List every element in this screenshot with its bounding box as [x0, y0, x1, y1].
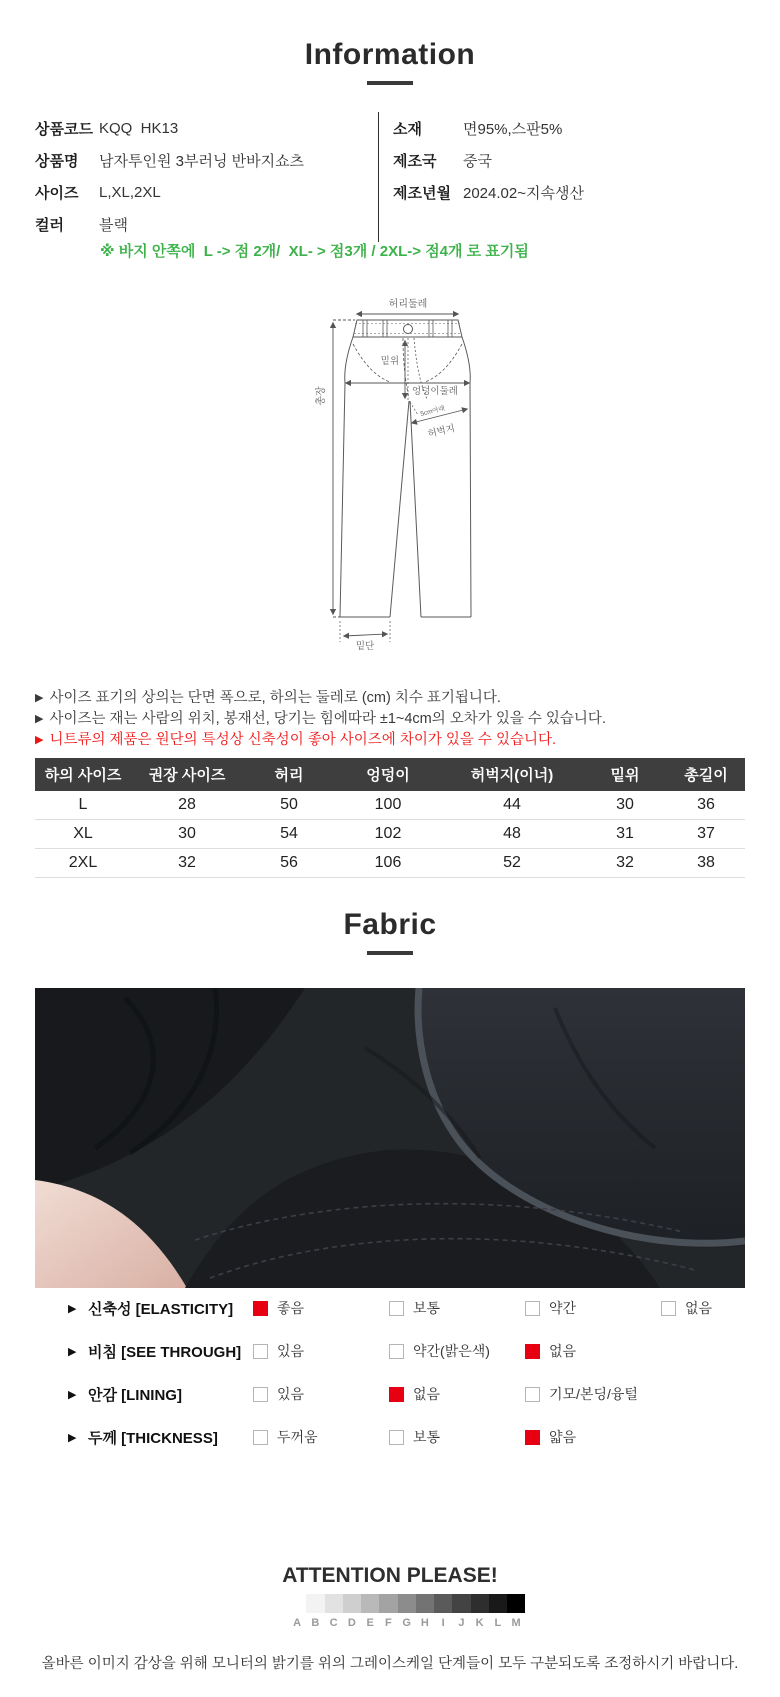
- fabric-option-label: 보통: [413, 1300, 441, 1316]
- fabric-property-label: 안감 [LINING]: [88, 1386, 182, 1404]
- info-row: [393, 144, 723, 176]
- size-table-row: [35, 820, 745, 849]
- fabric-option: [525, 1298, 661, 1318]
- information-title: Information: [304, 38, 476, 71]
- grayscale-swatch: [452, 1594, 470, 1613]
- fabric-property-row: [35, 1424, 745, 1450]
- checkbox-icon: [253, 1301, 268, 1316]
- size-table-cell: 32: [583, 849, 667, 878]
- size-table-header-cell: 엉덩이: [335, 758, 441, 791]
- size-notes: [35, 688, 745, 751]
- title-underline: [367, 81, 413, 85]
- grayscale-swatch: [434, 1594, 452, 1613]
- fabric-property-label: 신축성 [ELASTICITY]: [88, 1300, 234, 1318]
- size-table-row: [35, 849, 745, 878]
- triangle-bullet-icon: ▶: [35, 734, 44, 746]
- size-note: [35, 730, 745, 751]
- size-table-body: [35, 791, 745, 878]
- grayscale-step: [434, 1594, 452, 1629]
- fabric-option: [389, 1298, 525, 1318]
- grayscale-letter: I: [441, 1617, 445, 1629]
- triangle-bullet-icon: ▶: [68, 1345, 77, 1358]
- grayscale-step: [398, 1594, 416, 1629]
- grayscale-step: [471, 1594, 489, 1629]
- size-table-cell: 48: [441, 820, 583, 849]
- size-table-cell: 31: [583, 820, 667, 849]
- fabric-photo: [35, 988, 745, 1288]
- size-note-text: 사이즈 표기의 상의는 단면 폭으로, 하의는 둘레로 (cm) 치수 표기됩니다.: [49, 690, 501, 706]
- fabric-option-label: 약간(밝은색): [413, 1343, 490, 1359]
- size-table-header-cell: 허리: [243, 758, 335, 791]
- info-label: 상품코드: [35, 120, 93, 138]
- info-divider: [378, 112, 379, 242]
- grayscale-step: [489, 1594, 507, 1629]
- triangle-bullet-icon: ▶: [35, 692, 44, 704]
- size-table-header-cell: 권장 사이즈: [131, 758, 243, 791]
- fabric-option-label: 약간: [549, 1300, 577, 1316]
- triangle-bullet-icon: ▶: [68, 1431, 77, 1444]
- size-table-cell: 106: [335, 849, 441, 878]
- fabric-option-label: 기모/본딩/융털: [549, 1386, 638, 1402]
- info-row: [35, 144, 365, 176]
- checkbox-icon: [389, 1344, 404, 1359]
- info-label: 소재: [393, 120, 422, 138]
- info-row: [35, 208, 365, 240]
- fabric-option-label: 보통: [413, 1429, 441, 1445]
- size-note-text: 사이즈는 재는 사람의 위치, 봉재선, 당기는 힘에따라 ±1~4cm의 오차가 있을 수 있습니다.: [49, 711, 606, 727]
- info-label: 제조국: [393, 152, 437, 170]
- fabric-title: Fabric: [343, 908, 437, 941]
- checkbox-icon: [253, 1387, 268, 1402]
- grayscale-letter: D: [347, 1617, 356, 1629]
- size-table-cell: 54: [243, 820, 335, 849]
- info-value: KQQ HK13: [99, 119, 179, 137]
- fabric-property-row: [35, 1295, 745, 1321]
- diagram-hem-label: 밑단: [355, 641, 375, 652]
- info-label: 상품명: [35, 152, 79, 170]
- info-label: 컬러: [35, 216, 64, 234]
- info-row: [35, 112, 365, 144]
- size-table-cell: 37: [667, 820, 745, 849]
- diagram-below-note: 5cm아래: [419, 405, 446, 418]
- size-table-cell: 50: [243, 791, 335, 820]
- grayscale-swatch: [507, 1594, 525, 1613]
- grayscale-swatch: [343, 1594, 361, 1613]
- checkbox-icon: [253, 1430, 268, 1445]
- fabric-property-row: [35, 1338, 745, 1364]
- fabric-option-label: 있음: [277, 1343, 305, 1359]
- grayscale-step: [306, 1594, 324, 1629]
- fabric-options: [253, 1427, 661, 1447]
- size-table-cell: 28: [131, 791, 243, 820]
- fabric-option: [389, 1384, 525, 1404]
- grayscale-step: [507, 1594, 525, 1629]
- fabric-option: [389, 1427, 525, 1447]
- triangle-bullet-icon: ▶: [35, 713, 44, 725]
- triangle-bullet-icon: ▶: [68, 1388, 77, 1401]
- size-table: [35, 758, 745, 878]
- fabric-option-label: 없음: [549, 1343, 577, 1359]
- info-value: L,XL,2XL: [99, 183, 161, 201]
- info-value: 면95%,스판5%: [463, 120, 563, 138]
- grayscale-step: [343, 1594, 361, 1629]
- fabric-options: [253, 1384, 661, 1404]
- checkbox-icon: [389, 1430, 404, 1445]
- diagram-hip-label: 엉덩이둘레: [412, 386, 458, 397]
- grayscale-step: [361, 1594, 379, 1629]
- size-table-cell: 30: [583, 791, 667, 820]
- fabric-option: [525, 1384, 661, 1404]
- size-table-cell: L: [35, 791, 131, 820]
- info-value: 블랙: [99, 216, 128, 234]
- triangle-bullet-icon: ▶: [68, 1302, 77, 1315]
- size-table-cell: 56: [243, 849, 335, 878]
- fabric-option: [253, 1298, 389, 1318]
- fabric-option-label: 얇음: [549, 1429, 577, 1445]
- checkbox-icon: [525, 1387, 540, 1402]
- size-dot-note: ※ 바지 안쪽에 L -> 점 2개/ XL- > 점3개 / 2XL-> 점4개 로 표기됨: [100, 243, 529, 260]
- fabric-option: [253, 1384, 389, 1404]
- fabric-options: [253, 1341, 661, 1361]
- grayscale-letter: J: [458, 1617, 465, 1629]
- info-label: 제조년월: [393, 184, 451, 202]
- monitor-brightness-note: 올바른 이미지 감상을 위해 모니터의 밝기를 위의 그레이스케일 단계들이 모두 구분되도록 조정하시기 바랍니다.: [41, 1656, 739, 1672]
- info-value: 남자투인원 3부러닝 반바지쇼츠: [99, 152, 305, 170]
- fabric-section-header: [0, 908, 780, 955]
- info-value: 중국: [463, 152, 492, 170]
- fabric-property-row: [35, 1381, 745, 1407]
- grayscale-bar: [288, 1594, 525, 1629]
- grayscale-step: [325, 1594, 343, 1629]
- checkbox-icon: [661, 1301, 676, 1316]
- grayscale-step: [452, 1594, 470, 1629]
- grayscale-swatch: [325, 1594, 343, 1613]
- grayscale-swatch: [288, 1594, 306, 1613]
- size-table-cell: 32: [131, 849, 243, 878]
- fabric-option-label: 없음: [685, 1300, 713, 1316]
- size-table-cell: 102: [335, 820, 441, 849]
- size-table-cell: 30: [131, 820, 243, 849]
- diagram-length-label: 총장: [316, 386, 327, 406]
- size-table-row: [35, 791, 745, 820]
- checkbox-icon: [525, 1430, 540, 1445]
- size-table-cell: 2XL: [35, 849, 131, 878]
- grayscale-letter: E: [366, 1617, 374, 1629]
- attention-title: ATTENTION PLEASE!: [282, 1564, 498, 1587]
- product-info-left: [35, 112, 365, 240]
- size-note: [35, 688, 745, 709]
- grayscale-step: [379, 1594, 397, 1629]
- size-table-cell: 38: [667, 849, 745, 878]
- info-value: 2024.02~지속생산: [463, 184, 584, 202]
- diagram-thigh-label: 허벅지: [426, 423, 457, 441]
- grayscale-swatch: [471, 1594, 489, 1613]
- grayscale-letter: M: [511, 1617, 521, 1629]
- size-note: [35, 709, 745, 730]
- grayscale-swatch: [361, 1594, 379, 1613]
- grayscale-letter: F: [385, 1617, 392, 1629]
- pants-measurement-diagram: [295, 292, 485, 657]
- grayscale-swatch: [379, 1594, 397, 1613]
- checkbox-icon: [389, 1301, 404, 1316]
- title-underline: [367, 951, 413, 955]
- info-row: [393, 112, 723, 144]
- grayscale-step: [416, 1594, 434, 1629]
- fabric-option: [525, 1427, 661, 1447]
- size-table-header-cell: 허벅지(이너): [441, 758, 583, 791]
- size-table-cell: XL: [35, 820, 131, 849]
- grayscale-letter: A: [293, 1617, 302, 1629]
- size-note-text: 니트류의 제품은 원단의 특성상 신축성이 좋아 사이즈에 차이가 있을 수 있습니다.: [49, 732, 557, 748]
- info-label: 사이즈: [35, 184, 79, 202]
- size-table-cell: 52: [441, 849, 583, 878]
- diagram-waist-label: 허리둘레: [388, 299, 428, 310]
- fabric-option: [525, 1341, 661, 1361]
- grayscale-letter: L: [494, 1617, 502, 1629]
- fabric-option-label: 두꺼움: [277, 1429, 318, 1445]
- fabric-property-label: 두께 [THICKNESS]: [88, 1429, 218, 1447]
- checkbox-icon: [525, 1301, 540, 1316]
- grayscale-step: [288, 1594, 306, 1629]
- size-table-cell: 100: [335, 791, 441, 820]
- fabric-property-label: 비침 [SEE THROUGH]: [88, 1343, 242, 1361]
- grayscale-letter: C: [329, 1617, 338, 1629]
- info-row: [393, 176, 723, 208]
- grayscale-letter: H: [420, 1617, 429, 1629]
- fabric-option-label: 있음: [277, 1386, 305, 1402]
- grayscale-swatch: [398, 1594, 416, 1613]
- fabric-option: [253, 1341, 389, 1361]
- size-table-header-cell: 총길이: [667, 758, 745, 791]
- product-info-right: [393, 112, 723, 208]
- fabric-options: [253, 1298, 780, 1318]
- size-table-header-cell: 밑위: [583, 758, 667, 791]
- grayscale-swatch: [416, 1594, 434, 1613]
- grayscale-swatch: [489, 1594, 507, 1613]
- size-table-cell: 36: [667, 791, 745, 820]
- fabric-option-label: 없음: [413, 1386, 441, 1402]
- grayscale-letter: G: [402, 1617, 411, 1629]
- grayscale-letter: K: [475, 1617, 484, 1629]
- checkbox-icon: [525, 1344, 540, 1359]
- size-table-cell: 44: [441, 791, 583, 820]
- checkbox-icon: [389, 1387, 404, 1402]
- fabric-option: [661, 1298, 780, 1318]
- info-row: [35, 176, 365, 208]
- diagram-rise-label: 밑위: [380, 356, 399, 367]
- fabric-option: [253, 1427, 389, 1447]
- grayscale-swatch: [306, 1594, 324, 1613]
- fabric-properties: [35, 1295, 745, 1467]
- size-table-head: [35, 758, 745, 791]
- fabric-option: [389, 1341, 525, 1361]
- information-section-header: [0, 38, 780, 85]
- grayscale-letter: B: [311, 1617, 320, 1629]
- size-table-header-cell: 하의 사이즈: [35, 758, 131, 791]
- size-table-header-row: [35, 758, 745, 791]
- fabric-option-label: 좋음: [277, 1300, 305, 1316]
- checkbox-icon: [253, 1344, 268, 1359]
